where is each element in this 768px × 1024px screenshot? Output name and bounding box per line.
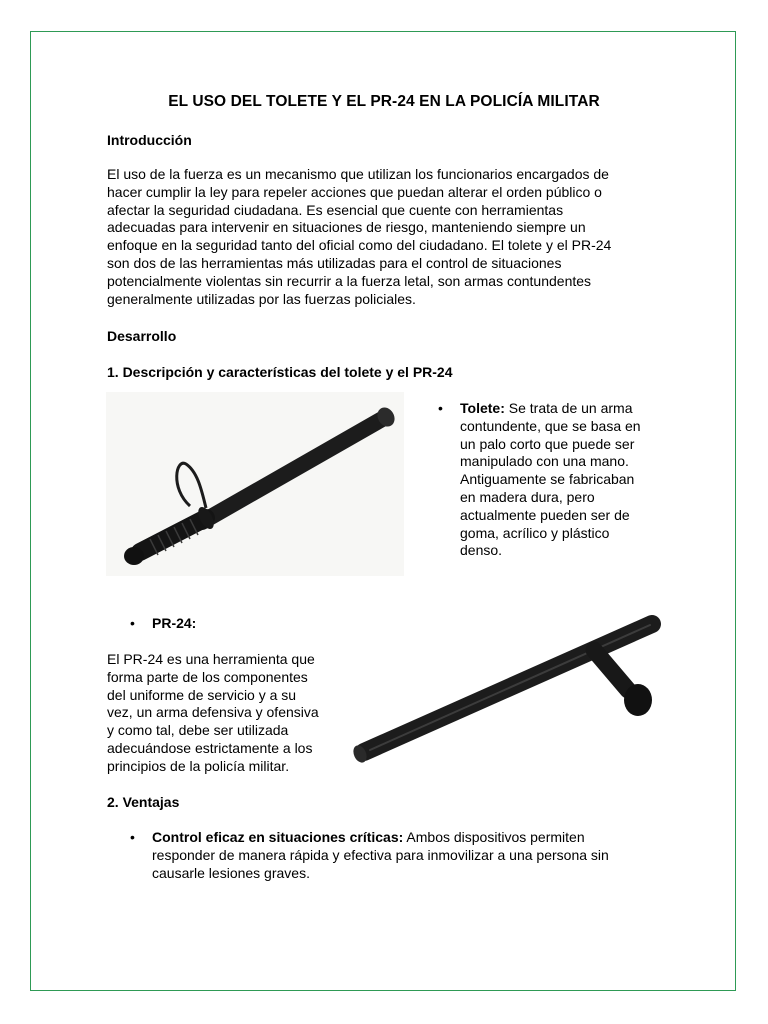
- tolete-line: Antiguamente se fabricaban: [460, 471, 635, 488]
- ventaja1-line: responder de manera rápida y efectiva para inmovilizar a una persona sin: [152, 846, 609, 863]
- ventaja1-line: causarle lesiones graves.: [152, 864, 310, 881]
- desarrollo-heading: Desarrollo: [107, 328, 177, 344]
- bullet-marker: •: [130, 615, 135, 631]
- pr24-line: y como tal, debe ser utilizada: [107, 722, 289, 739]
- pr24-line: vez, un arma defensiva y ofensiva: [107, 704, 319, 721]
- tolete-line: goma, acrílico y plástico: [460, 524, 610, 541]
- pr24-line: principios de la policía militar.: [107, 757, 290, 774]
- intro-line: generalmente utilizadas por las fuerzas policiales.: [107, 290, 416, 307]
- tolete-line: un palo corto que puede ser: [460, 435, 635, 452]
- ventaja1-bullet: [130, 829, 609, 882]
- pr24-image: [350, 612, 666, 772]
- pr24-paragraph: [107, 651, 319, 776]
- tolete-line: denso.: [460, 542, 503, 559]
- intro-line: hacer cumplir la ley para repeler acciones que puedan alterar el orden público o: [107, 183, 602, 200]
- bullet-marker: •: [130, 829, 135, 845]
- tolete-line: actualmente pueden ser de: [460, 506, 630, 523]
- intro-line: enfoque en la seguridad tanto del oficial como del ciudadano. El tolete y el PR-24: [107, 237, 612, 254]
- tolete-line: Se trata de un arma: [504, 400, 633, 416]
- ventaja1-line: Ambos dispositivos permiten: [403, 829, 585, 845]
- tolete-line: manipulado con una mano.: [460, 453, 629, 470]
- section2-heading: 2. Ventajas: [107, 794, 180, 810]
- tolete-line: en madera dura, pero: [460, 488, 595, 505]
- pr24-line: El PR-24 es una herramienta que: [107, 651, 315, 667]
- tolete-image: [106, 392, 404, 576]
- bullet-marker: •: [438, 400, 443, 416]
- intro-paragraph: [107, 166, 611, 308]
- pr24-line: adecuándose estrictamente a los: [107, 739, 313, 756]
- intro-line: afectar la seguridad ciudadana. Es esencial que cuente con herramientas: [107, 201, 564, 218]
- pr24-line: forma parte de los componentes: [107, 668, 308, 685]
- intro-heading: Introducción: [107, 132, 192, 148]
- intro-line: potencialmente violentas sin recurrir a la fuerza letal, son armas contundentes: [107, 272, 592, 289]
- tolete-term: Tolete:: [460, 400, 505, 416]
- intro-line: adecuadas para intervenir en situaciones de riesgo, manteniendo siempre un: [107, 219, 586, 236]
- pr24-term: PR-24:: [152, 615, 197, 631]
- tolete-bullet: [438, 400, 641, 560]
- document-title: EL USO DEL TOLETE Y EL PR-24 EN LA POLICÍA MILITAR: [168, 93, 600, 110]
- tolete-line: contundente, que se basa en: [460, 417, 641, 434]
- intro-line: son dos de las herramientas más utilizadas para el control de situaciones: [107, 254, 562, 271]
- pr24-line: del uniforme de servicio y a su: [107, 686, 297, 703]
- section1-heading: 1. Descripción y características del tolete y el PR-24: [107, 364, 453, 380]
- intro-line: El uso de la fuerza es un mecanismo que utilizan los funcionarios encargados de: [107, 166, 609, 182]
- ventaja1-term: Control eficaz en situaciones críticas:: [152, 829, 404, 845]
- pr24-bullet: [130, 615, 197, 631]
